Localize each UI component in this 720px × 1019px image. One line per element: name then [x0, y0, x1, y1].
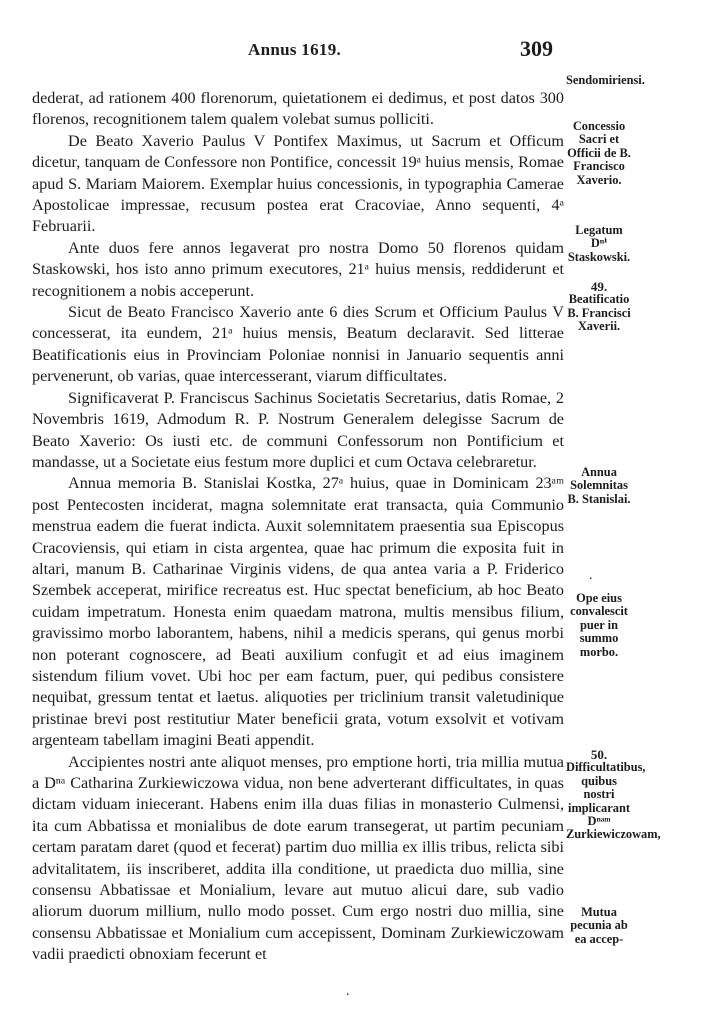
margin-note	[566, 224, 632, 264]
stray-mark: .	[589, 568, 593, 583]
margin-note-text: Difficultatibus, quibus nostri implicarant Dⁿᵃᵐ Zurkiewiczowam,	[566, 760, 661, 842]
margin-note-text: Beatificatio B. Francisci Xaverii.	[567, 292, 631, 334]
page-number: 309	[520, 36, 553, 61]
stray-mark: .	[346, 984, 350, 999]
margin-note-text: Ope eius convalescit puer in summo morbo.	[570, 591, 628, 659]
margin-note	[566, 747, 661, 842]
margin-note-text: Annua Solemnitas B. Stanislai.	[567, 465, 631, 506]
paragraph: Annua memoria B. Stanislai Kostka, 27ᵃ huius, quae in Dominicam 23ᵃᵐ post Pentecosten inciderat, magna solemnitate erat transacta, quia Communio menstrua eadem die fuerat indicta. Auxit solemnitatem praesentia sua Episcopus Cracoviensis, qui etiam in cista argentea, quae hac primum die exposita fuit in altari, manum B. Catharinae Virginis videns, de qua antea varia a P. Friderico Szembek acceperat, mirifice recreatus est. Huc spectat beneficium, ab hoc Beato cuidam impetratum. Honesta enim quaedam matrona, multis mensibus filium, gravissimo morbo laborantem, habens, nihil a medicis sperans, qui genus morbi non poterant cognoscere, ad Beati auxilium confugit et ad eius imaginem sistendum filium vovet. Ubi hoc per eam factum, puer, qui pedibus consistere nequibat, gressum tentat et laetus. aliquoties per triclinium transit valetudinique pristinae brevi post restitutiur Mater beneficii grata, votum exsolvit et votivam argenteam tabellam imagini Beati appendit.	[32, 474, 564, 750]
margin-note-text: Mutua pecunia ab ea accep-	[570, 905, 628, 946]
margin-note	[566, 280, 632, 334]
margin-note	[566, 120, 632, 187]
margin-note-number: 50.	[590, 747, 608, 762]
margin-note	[566, 466, 632, 506]
margin-note	[566, 73, 645, 87]
paragraph: Significaverat P. Franciscus Sachinus Societatis Secretarius, datis Romae, 2 Novembris 1619, Admodum R. P. Nostrum Generalem delegisse Sacrum de Beato Xaverio: Os iusti etc. de communi Confessorum non Pontificium et mandasse, ut a Societate eius festum more duplici et cum Octava celebraretur.	[32, 388, 564, 471]
paragraph: dederat, ad rationem 400 florenorum, quietationem ei dedimus, et post datos 300 florenos, recognitionem talem qualem volebat sumus polliciti.	[32, 89, 564, 129]
margin-note	[566, 592, 632, 659]
paragraph: De Beato Xaverio Paulus V Pontifex Maximus, ut Sacrum et Officum dicetur, tanquam de Confessore non Pontifice, concessit 19ᵃ huius mensis, Romae apud S. Mariam Maiorem. Exemplar huius concessionis, in typographia Camerae Apostolicae impressae, recusum postea erat Cracoviae, Anno sequenti, 4ᵃ Februarii.	[32, 131, 564, 236]
main-text	[32, 88, 564, 966]
margin-note-number: 49.	[590, 279, 608, 294]
margin-note-text: Legatum Dⁿⁱ Staskowski.	[567, 223, 631, 264]
paragraph: Ante duos fere annos legaverat pro nostra Domo 50 florenos quidam Staskowski, hos isto anno primum executores, 21ᵃ huius mensis, reddiderunt et recognitionem a nobis acceperunt.	[32, 238, 564, 300]
margin-note-text: Concessio Sacri et Officii de B. Francisco Xaverio.	[567, 119, 631, 187]
paragraph: Sicut de Beato Francisco Xaverio ante 6 dies Scrum et Officium Paulus V concesserat, ita eundem, 21ᵃ huius mensis, Beatum declaravit. Sed litterae Beatificationis eius in Provinciam Poloniae nonnisi in Januario sequentis anni pervenerunt, ob varias, quae intercesserant, viarum difficultates.	[32, 303, 564, 386]
margin-note-text: Sendomiriensi.	[566, 73, 645, 87]
paragraph: Accipientes nostri ante aliquot menses, pro emptione horti, tria millia mutua a Dⁿᵃ Catharina Zurkiewiczowa vidua, non bene adverterant difficultates, in quas dictam viduam iniecerant. Habens enim illa duas filias in monasterio Culmensi, ita cum Abbatissa et monialibus de dote earum transegerat, ut partim pecuniam certam paratam daret (quod et fecerat) partim duo millia ex illis tribus, relicta sibi advitalitatem, iis inscriberet, addita illa conditione, ut praedicta duo millia, sine consensu Abbatissae et Monialium, levare aut mutuo alicui dare, sub vadio aliorum duorum millium, nullo modo posset. Cum ergo nostri duo millia, sine consensu Abbatissae et Monialium cum accepissent, Dominam Zurkiewiczowam vadii praedicti obnoxiam fecerunt et	[32, 752, 564, 964]
margin-note	[566, 906, 632, 946]
running-title: Annus 1619.	[248, 40, 342, 59]
